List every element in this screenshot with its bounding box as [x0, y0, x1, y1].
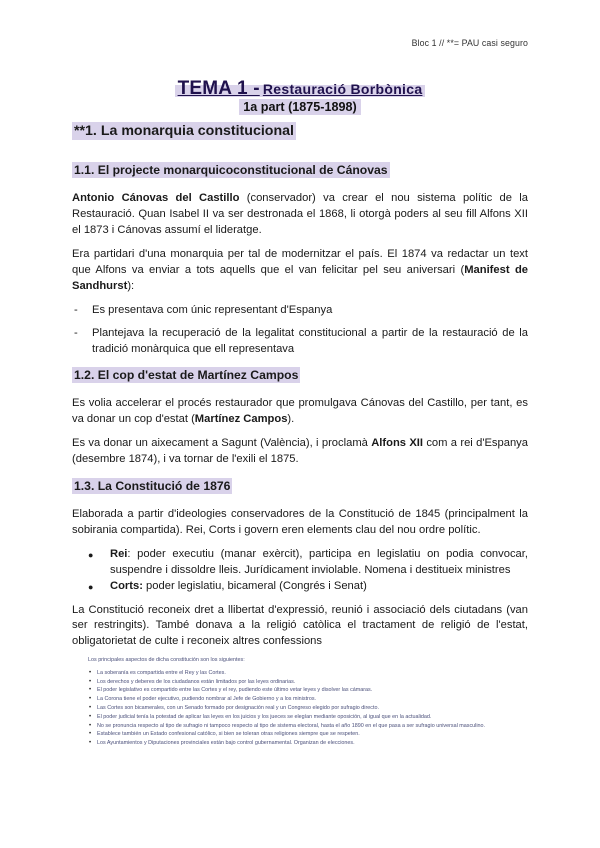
- section-1-2-heading: 1.2. El cop d'estat de Martínez Campos: [74, 367, 299, 382]
- inset-item: • El poder judicial tenía la potestad de aplicar las leyes en los juicios y los jueces se elegían mediante oposición, al igual que en la actualidad.: [88, 713, 518, 722]
- header-note: Bloc 1 // **= PAU casi seguro: [411, 38, 528, 48]
- inset-item: • La Corona tiene el poder ejecutivo, pudiendo nombrar al Jefe de Gobierno y a los ministros.: [88, 695, 518, 704]
- inset-item: • El poder legislativo es compartido entre las Cortes y el rey, pudiendo este último vetar leyes y disolver las cámaras.: [88, 686, 518, 695]
- inset-item: • No se pronuncia respecto al tipo de sufragio ni tampoco respecto al tipo de sistema electoral, hasta el año 1890 en el que pasa a ser sufragio universal masculino.: [88, 722, 518, 731]
- paragraph-canovas: Antonio Cánovas del Castillo (conservador) va crear el nou sistema polític de la Restauració. Quan Isabel II va ser destronada el 1868, li otorgà poders al seu fill Alfons XII el 1873 i Cánovas assumí el lideratge.: [72, 192, 528, 237]
- section-1-heading: **1. La monarquia constitucional: [74, 123, 294, 139]
- inset-item: • Los Ayuntamientos y Diputaciones provinciales están bajo control gubernamental. Organizan de elecciones.: [88, 739, 518, 748]
- dash-item-1: - Es presentava com únic representant d'Espanya: [74, 303, 333, 316]
- inset-item: • Establece también un Estado confesional católico, si bien se toleran otras religiones siempre que se respeten.: [88, 730, 518, 739]
- paragraph-cop-estat: Es volia accelerar el procés restaurador que promulgava Cánovas del Castillo, per tant, es va donar un cop d'estat (Martínez Campos).: [72, 396, 528, 425]
- document-subtitle: [0, 99, 600, 117]
- inset-item: • La soberanía es compartida entre el Rey y las Cortes.: [88, 669, 518, 678]
- section-1-1-heading: 1.1. El projecte monarquicoconstitucional de Cánovas: [74, 163, 388, 178]
- inset-item: • Las Cortes son bicamerales, con un Senado formado por designación real y un Congreso elegido por sufragio directo.: [88, 704, 518, 713]
- paragraph-sagunt: Es va donar un aixecament a Sagunt (València), i proclamà Alfons XII com a rei d'Espanya (desembre 1874), i va tornar de l'exili el 1875.: [72, 436, 528, 465]
- dash-item-2: - Plantejava la recuperació de la legalitat constitucional a partir de la restauració de la tradició monàrquica que ell representava: [74, 326, 528, 355]
- document-body: [72, 121, 528, 658]
- bullet-corts: ● Corts: poder legislatiu, bicameral (Congrés i Senat): [88, 579, 367, 592]
- title-rest: Restauració Borbònica: [262, 81, 423, 97]
- paragraph-constitucio: Elaborada a partir d'ideologies conservadores de la Constitució de 1845 (principalment la sobirania compartida). Rei, Corts i govern eren elements clau del nou ordre polític.: [72, 507, 528, 536]
- inset-item: • Los derechos y deberes de los ciudadanos están limitados por las leyes ordinarias.: [88, 678, 518, 687]
- subtitle-text: 1a part (1875-1898): [239, 99, 360, 115]
- title-main: TEMA 1 -: [177, 78, 260, 99]
- inset-list: [88, 669, 518, 748]
- paragraph-monarquia: Era partidari d'una monarquia per tal de modernitzar el país. El 1874 va redactar un text que Alfons va enviar a tots aquells que el van felicitar pel seu aniversari (Manifest de Sandhurst):: [72, 248, 528, 293]
- constitution-inset: [88, 656, 518, 748]
- bullet-rei: ● Rei: poder executiu (manar exèrcit), participa en legislatiu on podia convocar, suspendre i dissoldre lleis. Jurídicament inviolable. Nomena i destitueix ministres: [88, 547, 528, 576]
- paragraph-drets: La Constitució reconeix dret a llibertat d'expressió, reunió i associació dels ciutadans (van ser restringits). També donava a la religió catòlica el tractament de religió de l'estat, obligatorietat de culte i reconeix altres confessions: [72, 603, 528, 648]
- inset-intro: Los principales aspectos de dicha constitución son los siguientes:: [88, 657, 245, 663]
- section-1-3-heading: 1.3. La Constitució de 1876: [74, 478, 231, 493]
